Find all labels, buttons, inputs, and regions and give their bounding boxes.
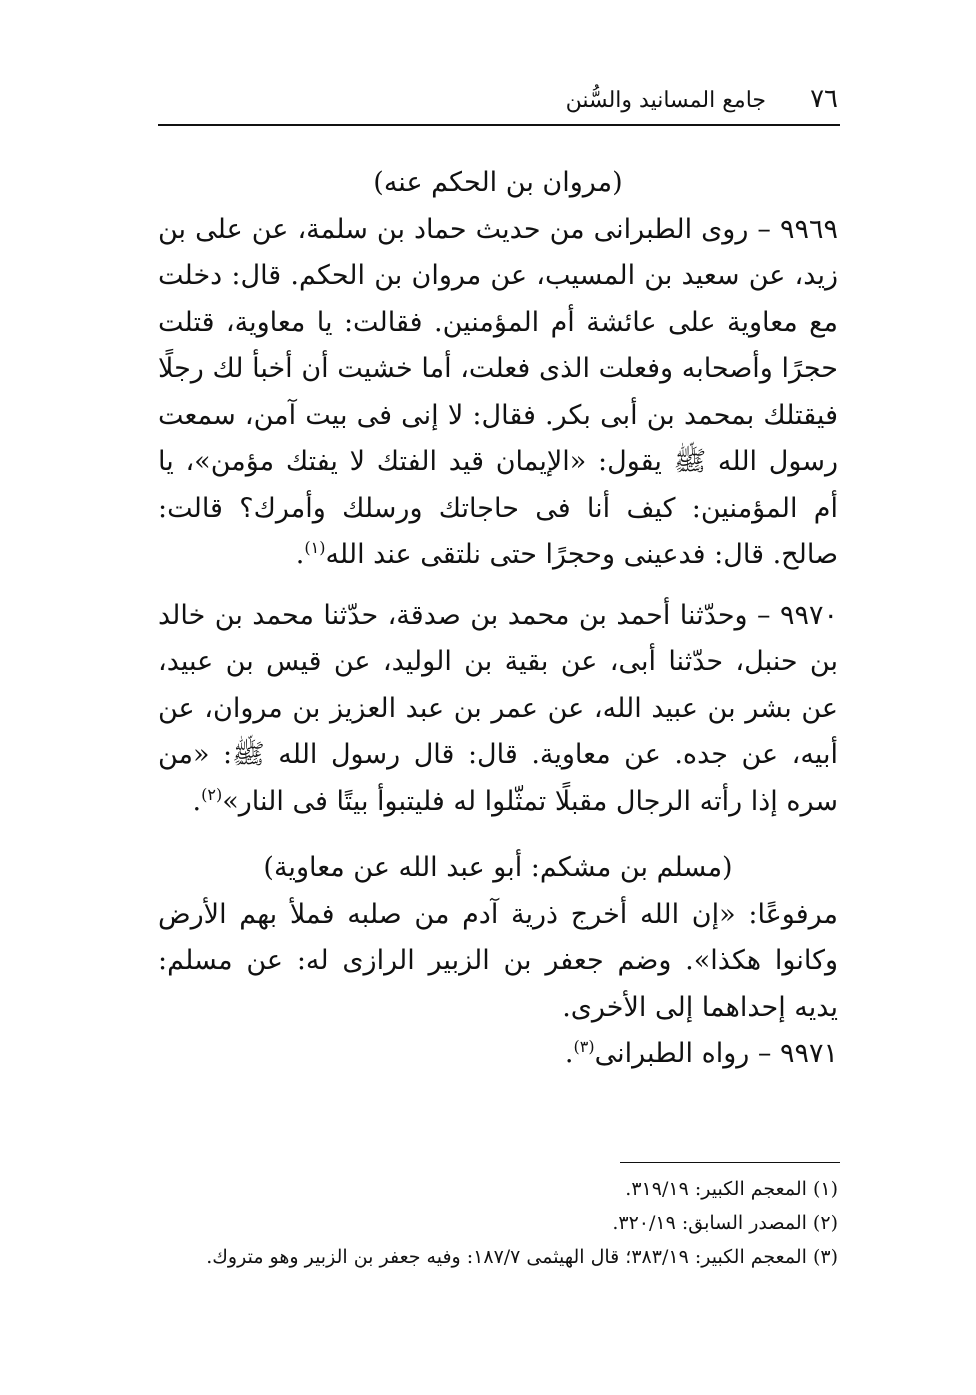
hadith-paragraph: مرفوعًا: «إن الله أخرج ذرية آدم من صلبه فملأ بهم الأرض وكانوا هكذا». وضم جعفر بن الزبير الرازى له: عن مسلم: يديه إحداهما إلى الأخرى. (158, 898, 838, 1023)
hadith-text: ٩٩٧١ – رواه الطبرانى (594, 1038, 838, 1069)
footnote: (٣) المعجم الكبير: ٣٨٣/١٩؛ قال الهيثمى ١٨٧/٧: وفيه جعفر بن الزبير وهو متروك. (206, 1246, 838, 1268)
footnote-divider (620, 1162, 840, 1163)
hadith-paragraph: ٩٩٧١ – رواه الطبرانى$^{(٣)}$. (564, 1037, 838, 1069)
hadith-paragraph: ٩٩٧٠ – وحدّثنا أحمد بن محمد بن صدقة، حدّثنا محمد بن خالد بن حنبل، حدّثنا أبى، عن بقية بن الوليد، عن قيس بن عبيد، عن بشر بن عبيد الله، عن عمر بن عبد العزيز بن مروان، عن أبيه، عن جده. عن معاوية. قال: قال رسول الله ﷺ: «من سره إذا رأته الرجال مقبلًا تمثّلوا له فليتبوأ بيتًا فى النار»$^{(٢)}$. (158, 599, 838, 817)
hadith-text: ٩٩٦٩ – روى الطبرانى من حديث حماد بن سلمة، عن على بن زيد، عن سعيد بن المسيب، عن مروان بن الحكم. قال: دخلت مع معاوية على عائشة أم المؤمنين. فقالت: يا معاوية، قتلت حجرًا وأصحابه وفعلت الذى فعلت، أما خشيت أن أخبأ لك رجلًا فيقتلك بمحمد بن أبى بكر. فقال: لا إنى فى بيت آمن، سمعت رسول الله ﷺ يقول: «الإيمان قيد الفتك لا يفتك مؤمن»، يا أم المؤمنين: كيف أنا فى حاجاتك ورسلك وأمرك؟ قالت: صالح. قال: فدعينى وحجرًا حتى نلتقى عند الله (158, 213, 838, 570)
hadith-text: ٩٩٧٠ – وحدّثنا أحمد بن محمد بن صدقة، حدّثنا محمد بن خالد بن حنبل، حدّثنا أبى، عن بقية بن الوليد، عن قيس بن عبيد، عن بشر بن عبيد الله، عن عمر بن عبد العزيز بن مروان، عن أبيه، عن جده. عن معاوية. قال: قال رسول الله ﷺ: «من سره إذا رأته الرجال مقبلًا تمثّلوا له فليتبوأ بيتًا فى النار» (158, 599, 838, 817)
running-title: جامع المسانيد والسُّنن (565, 88, 766, 113)
page-number: ٧٦ (810, 84, 838, 114)
footnote: (٢) المصدر السابق: ٣٢٠/١٩. (612, 1212, 838, 1234)
hadith-paragraph: ٩٩٦٩ – روى الطبرانى من حديث حماد بن سلمة، عن على بن زيد، عن سعيد بن المسيب، عن مروان بن الحكم. قال: دخلت مع معاوية على عائشة أم المؤمنين. فقالت: يا معاوية، قتلت حجرًا وأصحابه وفعلت الذى فعلت، أما خشيت أن أخبأ لك رجلًا فيقتلك بمحمد بن أبى بكر. فقال: لا إنى فى بيت آمن، سمعت رسول الله ﷺ يقول: «الإيمان قيد الفتك لا يفتك مؤمن»، يا أم المؤمنين: كيف أنا فى حاجاتك ورسلك وأمرك؟ قالت: صالح. قال: فدعينى وحجرًا حتى نلتقى عند الله$^{(١)}$. (158, 213, 838, 570)
footnote-ref: (٣) (573, 1037, 595, 1056)
footnotes (158, 1172, 838, 1274)
page-header (158, 80, 838, 124)
footnote-ref: (١) (304, 538, 326, 557)
section-heading: (مسلم بن مشكم: أبو عبد الله عن معاوية) (263, 852, 733, 883)
section-heading: (مروان بن الحكم عنه) (373, 167, 623, 198)
main-text (158, 160, 838, 1078)
footnote: (١) المعجم الكبير: ٣١٩/١٩. (625, 1178, 838, 1200)
footnote-ref: (٢) (201, 784, 223, 804)
header-divider (158, 124, 840, 126)
